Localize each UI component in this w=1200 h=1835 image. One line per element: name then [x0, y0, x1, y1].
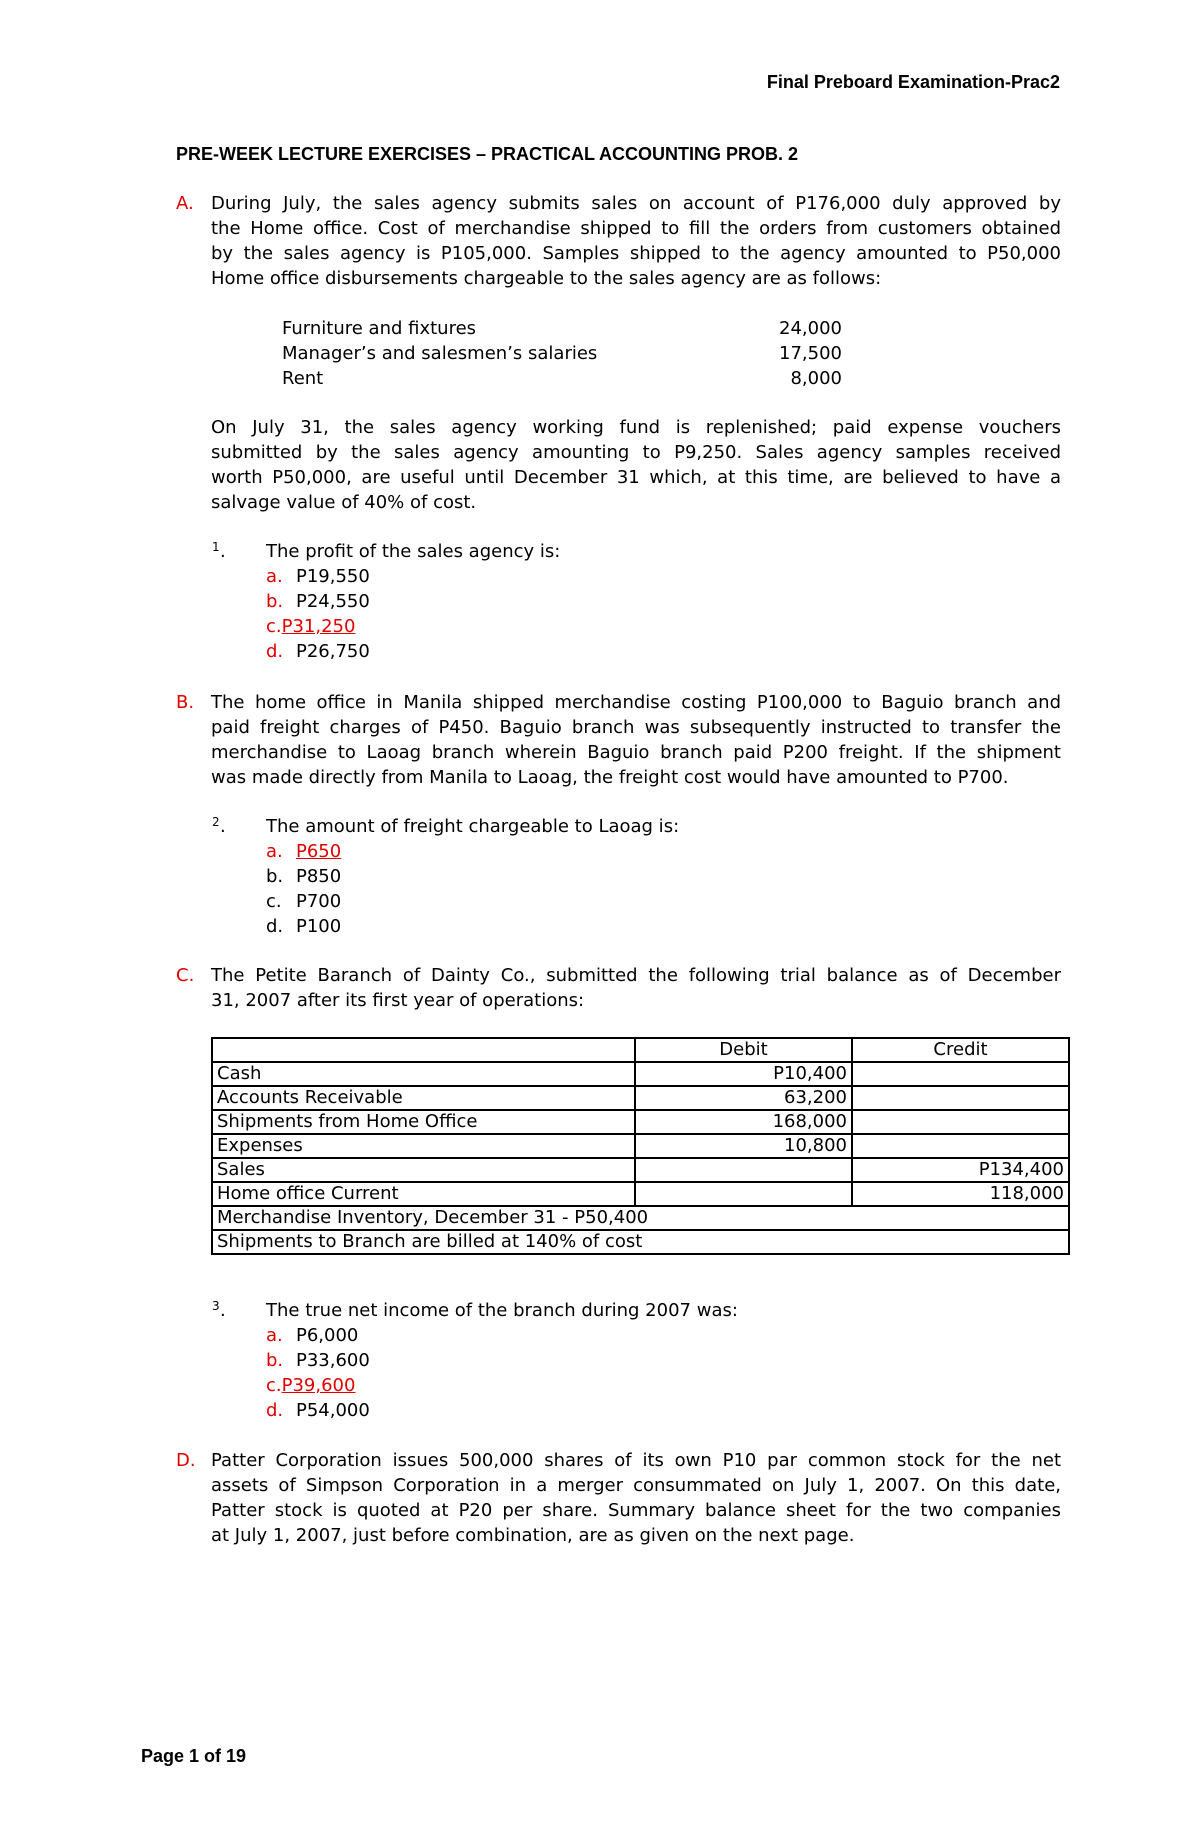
- expense-list: [282, 316, 842, 391]
- section-a-letter: A.: [176, 193, 194, 214]
- expense-amount: 17,500: [779, 343, 842, 364]
- header-cell: Debit: [635, 1038, 852, 1062]
- table-row: [212, 1158, 1069, 1182]
- section-a-line: the Home office. Cost of merchandise shipped to fill the orders from customers obtained: [211, 218, 1061, 239]
- debit-cell: [635, 1158, 852, 1182]
- expense-amount: 24,000: [779, 318, 842, 339]
- option-a-correct[interactable]: a. P650: [266, 841, 342, 862]
- expense-row: [282, 341, 842, 366]
- section-a-line: salvage value of 40% of cost.: [211, 492, 477, 513]
- option-c-correct[interactable]: c.P39,600: [266, 1375, 356, 1396]
- header-cell: Credit: [852, 1038, 1069, 1062]
- page-number: Page 1 of 19: [141, 1746, 247, 1766]
- credit-cell: [852, 1110, 1069, 1134]
- section-d-line: Patter stock is quoted at P20 per share. Summary balance sheet for the two companies: [211, 1500, 1061, 1521]
- section-d-line: assets of Simpson Corporation in a merger consummated on July 1, 2007. On this date,: [211, 1475, 1061, 1496]
- document-title: PRE-WEEK LECTURE EXERCISES – PRACTICAL ACCOUNTING PROB. 2: [176, 144, 799, 164]
- correct-answer: P650: [296, 841, 342, 862]
- debit-cell: 168,000: [635, 1110, 852, 1134]
- table-note-row: [212, 1206, 1069, 1230]
- section-c-line: The Petite Baranch of Dainty Co., submitted the following trial balance as of December: [211, 965, 1061, 986]
- section-a: [176, 191, 1061, 291]
- credit-cell: [852, 1086, 1069, 1110]
- account-cell: Expenses: [212, 1134, 635, 1158]
- table-row: [212, 1134, 1069, 1158]
- question-stem: The profit of the sales agency is:: [266, 541, 561, 562]
- section-b: [176, 690, 1061, 790]
- section-b-line: The home office in Manila shipped merchandise costing P100,000 to Baguio branch and: [211, 692, 1061, 713]
- option-b[interactable]: b. P24,550: [266, 591, 370, 612]
- table-note: Merchandise Inventory, December 31 - P50,400: [212, 1206, 1069, 1230]
- debit-cell: 63,200: [635, 1086, 852, 1110]
- credit-cell: P134,400: [852, 1158, 1069, 1182]
- account-cell: Cash: [212, 1062, 635, 1086]
- running-header: Final Preboard Examination-Prac2: [766, 72, 1060, 92]
- section-a-line: submitted by the sales agency amounting to P9,250. Sales agency samples received: [211, 442, 1061, 463]
- expense-label: Rent: [282, 368, 324, 389]
- option-list: [266, 839, 341, 939]
- option-c-correct[interactable]: c.P31,250: [266, 616, 356, 637]
- debit-cell: 10,800: [635, 1134, 852, 1158]
- section-a-line: On July 31, the sales agency working fund is replenished; paid expense vouchers: [211, 417, 1061, 438]
- section-a-continued: [176, 415, 1061, 515]
- section-a-line: Home office disbursements chargeable to the sales agency are as follows:: [211, 268, 882, 289]
- trial-balance-table: [211, 1037, 1070, 1255]
- table-row: [212, 1182, 1069, 1206]
- question-stem: The amount of freight chargeable to Laoag is:: [266, 816, 680, 837]
- account-cell: Shipments from Home Office: [212, 1110, 635, 1134]
- correct-answer: P39,600: [281, 1375, 356, 1396]
- section-d: [176, 1448, 1061, 1548]
- table-row: [212, 1062, 1069, 1086]
- section-d-line: at July 1, 2007, just before combination, are as given on the next page.: [211, 1525, 855, 1546]
- table-header-row: [212, 1038, 1069, 1062]
- section-a-line: During July, the sales agency submits sales on account of P176,000 duly approved by: [211, 193, 1061, 214]
- expense-amount: 8,000: [790, 368, 842, 389]
- section-d-letter: D.: [176, 1450, 196, 1471]
- section-d-line: Patter Corporation issues 500,000 shares of its own P10 par common stock for the net: [211, 1450, 1061, 1471]
- section-a-line: worth P50,000, are useful until December 31 which, at this time, are believed to have a: [211, 467, 1061, 488]
- section-c-line: 31, 2007 after its first year of operations:: [211, 990, 585, 1011]
- debit-cell: [635, 1182, 852, 1206]
- document-page: Final Preboard Examination-Prac2 PRE-WEEK LECTURE EXERCISES – PRACTICAL ACCOUNTING PROB. 2 A. During July, the sales agency submits sales on account of P176,000 duly approved by the Home office. Cost of merchandise shipped to fill the orders from customers obtained by the sales agency is P105,000. Samples shipped to the agency amounted to P50,000 Home office disbursements chargeable to the sales agency are as follows: Furniture and fixtures 24,000 Manager’s and salesmen’s salaries 17,500 Rent 8,000 On July 31, the sales agency working fund is replenished; paid expense vouchers submitted by the sales agency amounting to P9,250. Sales agency samples received worth P50,000, are useful until December 31 which, at this time, are believed to have a salvage value of 40% of cost. 1 . The profit of the sales agency is: a. P19,550 b. P24,550 c.P31,250 d. P26,750 B. The home office in Manila shipped merchandise costing P100,000 to Baguio branch and paid freight charges of P450. Baguio branch was subsequently instructed to transfer the merchandise to Laoag branch wherein Baguio branch paid P200 freight. If the shipment was made directly from Manila to Laoag, the freight cost would have amounted to P700. 2 . The amount of freight chargeable to Laoag is: a. P650 b. P850 c. P700 d. P100 C. The Petite Baranch of Dainty Co., submitted the following trial balance as of December 31, 2007 after its first year of operations: Debit Credit Cash P10,400 Accounts Receivable 63,200 Shipments from Home Office 168,000 Expenses 10,800 Sales P134,400 Home office Current 118,000 Merchandise Inventory, December 31 - P50,400 Shipments to Branch are billed at 140% of cost 3 . The true net income of the branch during 2007 was: a. P6,000 b. P33,600 c.P39,600 d. P54,000 D. Patter Corporation issues 500,000 shares of its own P10 par common stock for the net assets of Simpson Corporation in a merger consummated on July 1, 2007. On this date, Patter stock is quoted at P20 per share. Summary balance sheet for the two companies at July 1, 2007, just before combination, are as given on the next page. Page 1 of 19: [0, 0, 1200, 1835]
- credit-cell: [852, 1134, 1069, 1158]
- section-b-line: paid freight charges of P450. Baguio branch was subsequently instructed to transfer the: [211, 717, 1061, 738]
- table-note-row: [212, 1230, 1069, 1254]
- option-b[interactable]: b. P33,600: [266, 1350, 370, 1371]
- expense-row: [282, 316, 842, 341]
- credit-cell: 118,000: [852, 1182, 1069, 1206]
- table-row: [212, 1110, 1069, 1134]
- section-b-letter: B.: [176, 692, 195, 713]
- expense-label: Manager’s and salesmen’s salaries: [282, 343, 598, 364]
- account-cell: Accounts Receivable: [212, 1086, 635, 1110]
- table-row: [212, 1086, 1069, 1110]
- section-b-line: was made directly from Manila to Laoag, the freight cost would have amounted to P700.: [211, 767, 1009, 788]
- table-note: Shipments to Branch are billed at 140% of cost: [212, 1230, 1069, 1254]
- header-cell: [212, 1038, 635, 1062]
- option-d[interactable]: d. P100: [266, 916, 342, 937]
- correct-answer: P31,250: [281, 616, 356, 637]
- section-c-letter: C.: [176, 965, 195, 986]
- option-a[interactable]: a. P6,000: [266, 1325, 359, 1346]
- option-list: [266, 564, 370, 664]
- option-list: [266, 1323, 370, 1423]
- account-cell: Home office Current: [212, 1182, 635, 1206]
- question-number: 3: [212, 1299, 220, 1313]
- debit-cell: P10,400: [635, 1062, 852, 1086]
- credit-cell: [852, 1062, 1069, 1086]
- option-d[interactable]: d. P54,000: [266, 1400, 370, 1421]
- expense-row: [282, 366, 842, 391]
- question-number: 2: [212, 815, 220, 829]
- option-d[interactable]: d. P26,750: [266, 641, 370, 662]
- section-a-line: by the sales agency is P105,000. Samples shipped to the agency amounted to P50,000: [211, 243, 1061, 264]
- question-stem: The true net income of the branch during 2007 was:: [266, 1300, 738, 1321]
- option-b[interactable]: b. P850: [266, 866, 342, 887]
- section-c: [176, 963, 1061, 1013]
- question-number: 1: [212, 540, 220, 554]
- option-a[interactable]: a. P19,550: [266, 566, 370, 587]
- section-b-line: merchandise to Laoag branch wherein Baguio branch paid P200 freight. If the shipment: [211, 742, 1061, 763]
- expense-label: Furniture and fixtures: [282, 318, 477, 339]
- account-cell: Sales: [212, 1158, 635, 1182]
- option-c[interactable]: c. P700: [266, 891, 342, 912]
